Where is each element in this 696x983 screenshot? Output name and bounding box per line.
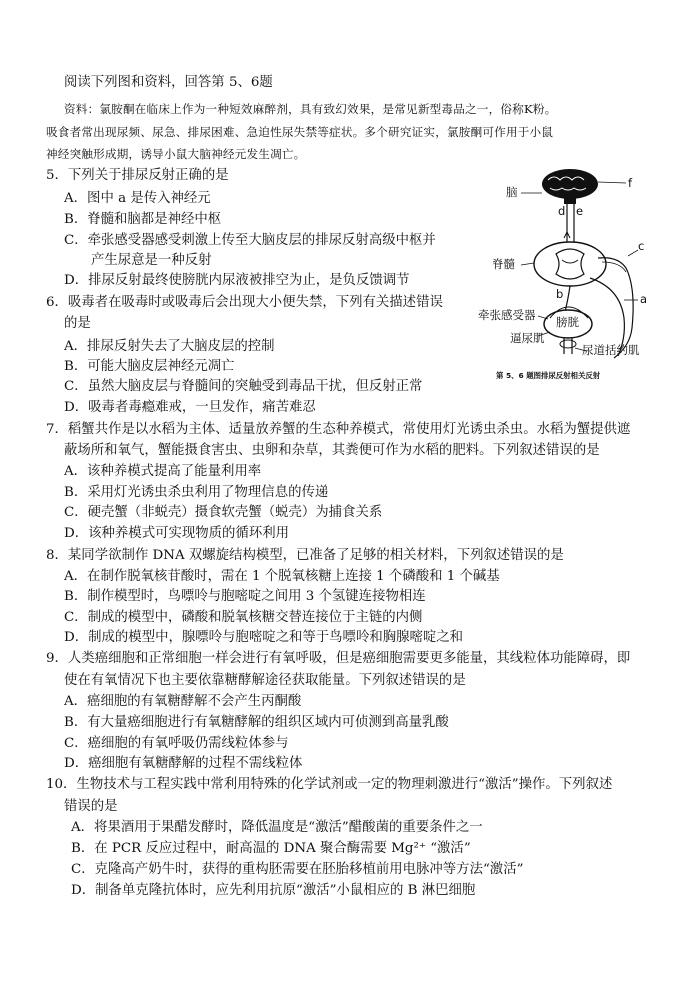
question-5-option-d: D．排尿反射最终使膀胱内尿液被排空为止，是负反馈调节: [64, 273, 410, 288]
label-bladder: 膀胱: [556, 315, 579, 329]
label-d: d: [558, 204, 566, 218]
question-10-option-c: C．克隆高产奶牛时，获得的重构胚需要在胚胎移植前用电脉冲等方法“激活”: [71, 862, 524, 877]
question-7-stem-cont: 蔽场所和氧气，蟹能摄食害虫、虫卵和杂草，其粪便可作为水稻的肥料。下列叙述错误的是: [64, 443, 600, 458]
question-9-stem-cont: 使在有氧情况下也主要依靠糖酵解途径获取能量。下列叙述错误的是: [64, 673, 466, 688]
question-7-option-b: B．采用灯光诱虫杀虫利用了物理信息的传递: [64, 485, 329, 500]
question-6-stem: 6．吸毒者在吸毒时或吸毒后会出现大小便失禁，下列有关描述错误: [46, 295, 443, 310]
question-9-option-a: A．癌细胞的有氧糖酵解不会产生丙酮酸: [64, 694, 302, 709]
question-8-option-d: D．制成的模型中，腺嘌呤与胞嘧啶之和等于鸟嘌呤和胸腺嘧啶之和: [64, 630, 464, 645]
material-line: 吸食者常出现尿频、尿急、排尿困难、急迫性尿失禁等症状。多个研究证实，氯胺酮可作用于小鼠: [46, 125, 554, 139]
label-a: a: [640, 292, 648, 306]
label-b: b: [556, 287, 564, 301]
label-c: c: [638, 239, 645, 253]
question-9-option-b: B．有大量癌细胞进行有氧糖酵解的组织区域内可侦测到高量乳酸: [64, 715, 449, 730]
label-detrusor: 逼尿肌: [510, 331, 545, 345]
brain-shape: [542, 169, 598, 199]
section-intro: 阅读下列图和资料，回答第 5、6题: [64, 75, 273, 90]
question-9-stem: 9．人类癌细胞和正常细胞一样会进行有氧呼吸，但是癌细胞需要更多能量，其线粒体功能障碍，即: [46, 651, 631, 666]
question-10-stem: 10．生物技术与工程实践中常利用特殊的化学试剂或一定的物理刺激进行“激活”操作。下列叙述: [46, 777, 613, 792]
question-10-option-b: B．在 PCR 反应过程中，耐高温的 DNA 聚合酶需要 Mg²⁺ “激活”: [71, 841, 471, 856]
question-7-stem: 7．稻蟹共作是以水稻为主体、适量放养蟹的生态种养模式，常使用灯光诱虫杀虫。水稻为蟹提供遮: [46, 422, 631, 437]
label-brain: 脑: [506, 185, 518, 199]
question-7-option-a: A．该种养模式提高了能量利用率: [64, 464, 262, 479]
label-sphincter: 尿道括约肌: [582, 343, 640, 357]
question-6-stem-cont: 的是: [64, 316, 91, 331]
diagram-caption: 第 5、6 题图排尿反射相关反射: [496, 371, 601, 380]
reflex-arc-drawing: [478, 166, 684, 386]
question-5-option-c: C．牵张感受器感受刺激上传至大脑皮层的排尿反射高级中枢并: [64, 233, 436, 248]
label-f: f: [628, 176, 633, 190]
material-line: 神经突触形成期，诱导小鼠大脑神经元发生凋亡。: [46, 147, 306, 161]
question-6-option-d: D．吸毒者毒瘾难戒，一旦发作，痛苦难忍: [64, 400, 316, 415]
question-6-option-a: A．排尿反射失去了大脑皮层的控制: [64, 339, 275, 354]
question-7-option-c: C．硬壳蟹（非蜕壳）摄食软壳蟹（蜕壳）为捕食关系: [64, 505, 383, 520]
label-spinal-cord: 脊髓: [492, 257, 515, 271]
question-8-option-c: C．制成的模型中，磷酸和脱氧核糖交替连接位于主链的内侧: [64, 610, 423, 625]
question-8-stem: 8．某同学欲制作 DNA 双螺旋结构模型，已准备了足够的相关材料，下列叙述错误的是: [46, 548, 564, 563]
question-6-option-b: B．可能大脑皮层神经元凋亡: [64, 359, 235, 374]
question-8-option-a: A．在制作脱氧核苷酸时，需在 1 个脱氧核糖上连接 1 个磷酸和 1 个碱基: [64, 569, 500, 584]
question-9-option-c: C．癌细胞的有氧呼吸仍需线粒体参与: [64, 736, 289, 751]
question-10-option-d: D．制备单克隆抗体时，应先利用抗原“激活”小鼠相应的 B 淋巴细胞: [71, 883, 476, 898]
label-stretch-receptor: 牵张感受器: [478, 308, 536, 322]
question-10-option-a: A．将果酒用于果醋发酵时，降低温度是“激活”醋酸菌的重要条件之一: [71, 820, 483, 835]
question-10-stem-cont: 错误的是: [64, 799, 118, 814]
question-9-option-d: D．癌细胞有氧糖酵解的过程不需线粒体: [64, 756, 303, 771]
question-5-option-a: A．图中 a 是传入神经元: [64, 191, 211, 206]
reflex-diagram: [478, 166, 684, 386]
question-5-option-b: B．脊髓和脑都是神经中枢: [64, 212, 222, 227]
question-8-option-b: B．制作模型时，鸟嘌呤与胞嘧啶之间用 3 个氢键连接物相连: [64, 589, 426, 604]
label-e: e: [576, 204, 584, 218]
question-6-option-c: C．虽然大脑皮层与脊髓间的突触受到毒品干扰，但反射正常: [64, 379, 423, 394]
material-line: 资料：氯胺酮在临床上作为一种短效麻醉剂，具有致幻效果，是常见新型毒品之一，俗称K粉。: [64, 102, 557, 116]
question-5-option-c-cont: 产生尿意是一种反射: [91, 253, 212, 268]
question-7-option-d: D．该种养模式可实现物质的循环利用: [64, 526, 289, 541]
question-5-stem: 5．下列关于排尿反射正确的是: [46, 168, 229, 183]
